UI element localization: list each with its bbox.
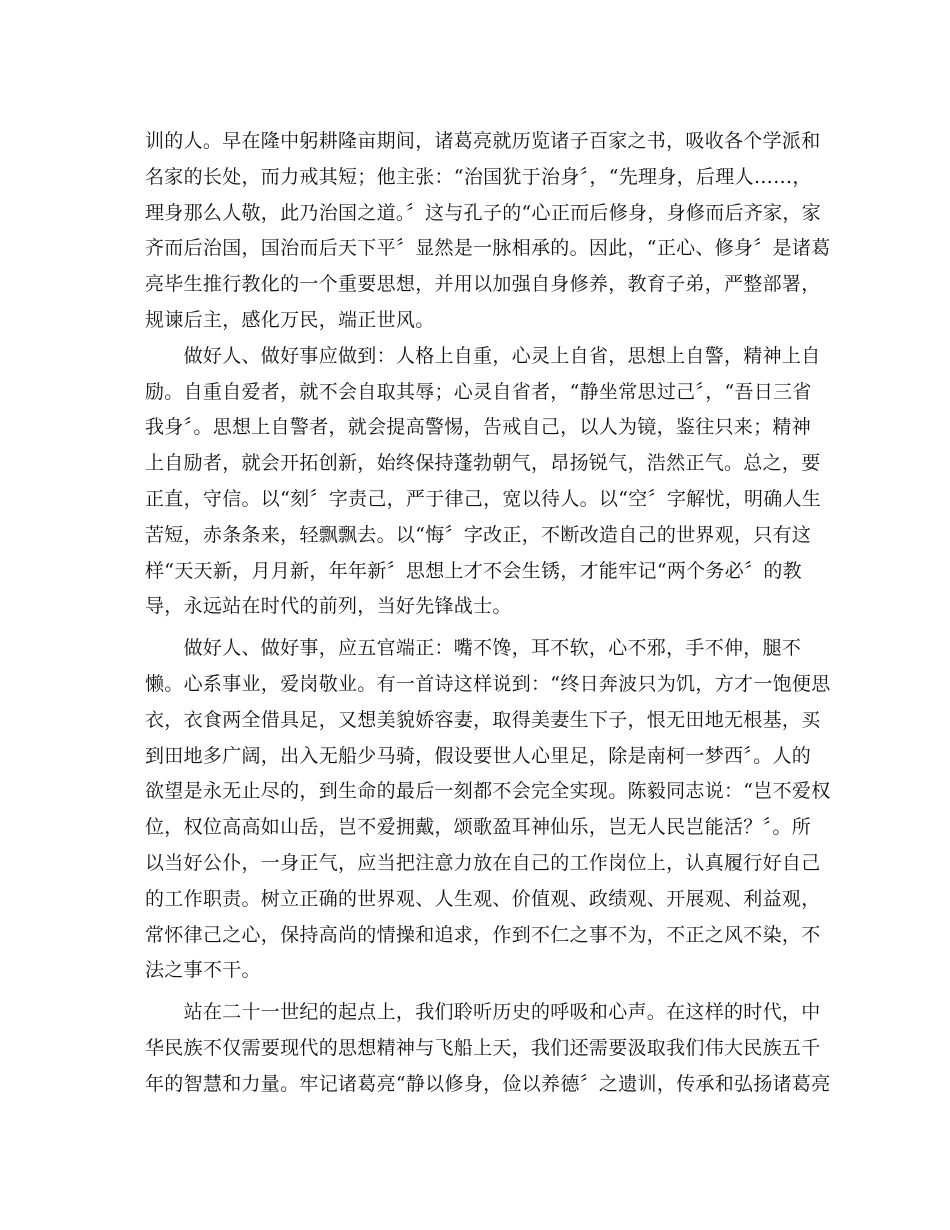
text-line: 到田地多广阔，出入无船少马骑，假设要世人心里足，除是南柯一梦西〞。人的 bbox=[145, 744, 812, 767]
text-line: 规谏后主，感化万民，端正世风。 bbox=[145, 308, 435, 331]
text-line: 华民族不仅需要现代的思想精神与飞船上天，我们还需要汲取我们伟大民族五千 bbox=[145, 1036, 821, 1059]
text-line: 导，永远站在时代的前列，当好先锋战士。 bbox=[145, 595, 512, 618]
text-line: 亮毕生推行教化的一个重要思想，并用以加强自身修养，教育子弟，严整部署， bbox=[145, 273, 821, 296]
text-line: 上自励者，就会开拓创新，始终保持蓬勃朝气，昂扬锐气，浩然正气。总之，要 bbox=[145, 452, 821, 475]
text-line: 齐而后治国，国治而后天下平〞显然是一脉相承的。因此，“正心、修身〞是诸葛 bbox=[145, 237, 831, 260]
paragraph-1 bbox=[145, 124, 831, 339]
text-line: 苦短，赤条条来，轻飘飘去。以“悔〞字改正，不断改造自己的世界观，只有这 bbox=[145, 523, 812, 546]
document-body bbox=[145, 124, 831, 1103]
text-line: 正直，守信。以“刻〞字责己，严于律己，宽以待人。以“空〞字解忧，明确人生 bbox=[145, 487, 822, 510]
text-line: 励。自重自爱者，就不会自取其辱；心灵自省者，“静坐常思过己〞，“吾日三省 bbox=[145, 380, 812, 403]
paragraph-3 bbox=[145, 631, 831, 989]
text-line: 理身那么人敬，此乃治国之道。〞这与孔子的“心正而后修身，身修而后齐家，家 bbox=[145, 201, 822, 224]
text-line: 做好人、做好事应做到：人格上自重，心灵上自省，思想上自警，精神上自 bbox=[145, 344, 821, 367]
text-line: 常怀律己之心，保持高尚的情操和追求，作到不仁之事不为，不正之风不染，不 bbox=[145, 923, 821, 946]
text-line: 做好人、做好事，应五官端正：嘴不馋，耳不软，心不邪，手不伸，腿不 bbox=[145, 637, 802, 660]
text-line: 欲望是永无止尽的，到生命的最后一刻都不会完全实现。陈毅同志说：“岂不爱权 bbox=[145, 780, 831, 803]
text-line: 以当好公仆，一身正气，应当把注意力放在自己的工作岗位上，认真履行好自己 bbox=[145, 851, 821, 874]
text-line: 站在二十一世纪的起点上，我们聆听历史的呼吸和心声。在这样的时代，中 bbox=[145, 1001, 821, 1024]
text-line: 懒。心系事业，爱岗敬业。有一首诗这样说到：“终日奔波只为饥，方才一饱便思 bbox=[145, 672, 831, 695]
text-line: 样“天天新，月月新，年年新〞思想上才不会生锈，才能牢记“两个务必〞的教 bbox=[145, 559, 802, 582]
paragraph-2 bbox=[145, 339, 822, 625]
text-line: 法之事不干。 bbox=[145, 959, 261, 982]
text-line: 衣，衣食两全借具足，又想美貌娇容妻，取得美妻生下子，恨无田地无根基，买 bbox=[145, 708, 821, 731]
text-line: 名家的长处，而力戒其短；他主张：“治国犹于治身〞，“先理身，后理人……， bbox=[145, 165, 812, 188]
paragraph-4 bbox=[145, 995, 831, 1102]
text-line: 我身〞。思想上自警者，就会提高警惕，告戒自己，以人为镜，鉴往只来；精神 bbox=[145, 416, 812, 439]
text-line: 训的人。早在隆中躬耕隆亩期间，诸葛亮就历览诸子百家之书，吸收各个学派和 bbox=[145, 130, 821, 152]
text-line: 的工作职责。树立正确的世界观、人生观、价值观、政绩观、开展观、利益观， bbox=[145, 887, 821, 910]
text-line: 位，权位高高如山岳，岂不爱拥戴，颂歌盈耳神仙乐，岂无人民岂能活？〞。所 bbox=[145, 816, 812, 839]
text-line: 年的智慧和力量。牢记诸葛亮“静以修身，俭以养德〞之遗训，传承和弘扬诸葛亮 bbox=[145, 1072, 831, 1095]
